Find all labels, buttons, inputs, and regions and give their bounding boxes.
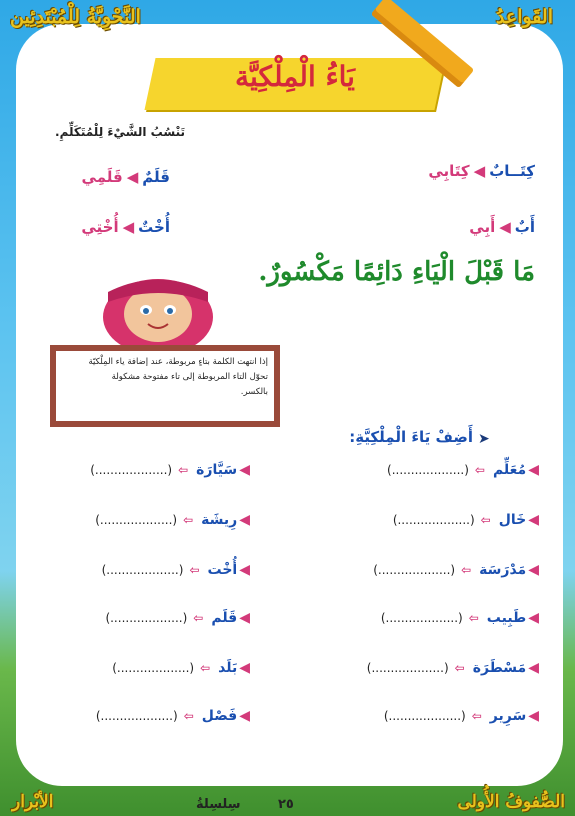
answer-blank[interactable]: (...................) — [112, 661, 195, 675]
arrow-icon: ◀ — [122, 218, 135, 236]
exercise-word: مَدْرَسَة — [479, 562, 527, 578]
exercise-word: خَال — [498, 512, 527, 528]
arrow-icon: ⇦ — [461, 563, 472, 577]
example-result: أُخْتِي — [81, 218, 119, 236]
answer-blank[interactable]: (...................) — [101, 563, 184, 577]
arrow-icon: ⇦ — [474, 463, 485, 477]
answer-blank[interactable]: (...................) — [90, 463, 173, 477]
bullet-icon: ◀ — [528, 562, 539, 578]
answer-blank[interactable]: (...................) — [392, 513, 475, 527]
bullet-icon: ◀ — [239, 562, 250, 578]
answer-blank[interactable]: (...................) — [105, 611, 188, 625]
cloud-scallop — [20, 730, 66, 776]
instruction-arrow-icon: ➤ — [478, 431, 490, 447]
header-left-title: النَّحْوِيَّةُ لِلْمُبْتَدِئِين — [10, 6, 141, 28]
exercise-word: مُعَلِّم — [492, 462, 527, 478]
answer-blank[interactable]: (...................) — [380, 611, 463, 625]
example-2 — [82, 168, 170, 186]
arrow-icon: ⇦ — [468, 611, 479, 625]
arrow-icon: ⇦ — [193, 611, 204, 625]
example-base: أَبٌ — [514, 218, 535, 236]
exercise-row — [384, 708, 539, 732]
example-base: أُخْتٌ — [138, 218, 170, 236]
exercise-word: طَبِيب — [486, 610, 527, 626]
arrow-icon: ⇦ — [200, 661, 211, 675]
note-box — [50, 345, 280, 427]
arrow-icon: ⇦ — [471, 709, 482, 723]
exercise-row — [367, 660, 539, 684]
example-3 — [469, 218, 535, 236]
bullet-icon: ◀ — [239, 512, 250, 528]
arrow-icon: ◀ — [499, 218, 511, 236]
arrow-icon: ⇦ — [183, 709, 194, 723]
bullet-icon: ◀ — [528, 512, 539, 528]
note-line: إذا انتهت الكلمة بتاءٍ مربوطة، عند إضافة ياء المِلْكيّة — [88, 357, 268, 367]
answer-blank[interactable]: (...................) — [373, 563, 456, 577]
bullet-icon: ◀ — [528, 708, 539, 724]
bullet-icon: ◀ — [239, 610, 250, 626]
bullet-icon: ◀ — [528, 462, 539, 478]
bullet-icon: ◀ — [528, 610, 539, 626]
exercise-row — [112, 660, 250, 684]
exercise-word: رِيشَة — [201, 512, 238, 528]
lesson-subtitle: تَنْسُبُ الشَّيْءَ لِلْمُتَكَلِّمِ. — [55, 125, 185, 139]
girl-illustration — [78, 272, 228, 352]
example-result: قَلَمِي — [81, 168, 123, 186]
exercise-word: سَيَّارَة — [196, 462, 238, 478]
example-base: كِتَــابٌ — [489, 162, 535, 180]
footer-grade-level: الصُّفوفُ الأُولى — [457, 792, 565, 812]
header-right-title: القَواعِدُ — [495, 6, 553, 28]
exercise-row — [96, 708, 250, 732]
footer-series: سِلسِلةُ — [196, 797, 241, 812]
answer-blank[interactable]: (...................) — [387, 463, 469, 477]
arrow-icon: ⇦ — [183, 513, 194, 527]
example-4 — [81, 218, 170, 236]
exercise-word: سَرِير — [489, 708, 527, 724]
cloud-scallop — [510, 40, 556, 86]
arrow-icon: ⇦ — [189, 563, 200, 577]
bullet-icon: ◀ — [239, 660, 250, 676]
arrow-icon: ⇦ — [454, 661, 465, 675]
bullet-icon: ◀ — [239, 462, 250, 478]
note-line: بالكسر. — [240, 387, 268, 397]
exercise-row — [105, 610, 250, 634]
arrow-icon: ◀ — [126, 168, 139, 186]
example-1 — [428, 162, 535, 180]
exercise-word: قَلَم — [211, 610, 238, 626]
exercise-row — [387, 462, 539, 486]
exercise-instruction: أَضِفْ يَاءَ الْمِلْكِيَّةِ: — [349, 428, 473, 446]
exercise-row — [102, 562, 250, 586]
exercise-word: أُخْت — [207, 562, 238, 578]
note-line: تحوّل التاء المربوطة إلى تاء مفتوحة مشكولة — [111, 372, 268, 382]
exercise-row — [373, 562, 539, 586]
cloud-scallop — [20, 40, 66, 86]
exercise-row — [393, 512, 539, 536]
cloud-scallop — [510, 730, 556, 776]
answer-blank[interactable]: (...................) — [383, 709, 466, 723]
example-base: قَلَمٌ — [142, 168, 170, 186]
exercise-row — [381, 610, 539, 634]
answer-blank[interactable]: (...................) — [95, 709, 178, 723]
exercise-row — [90, 462, 250, 486]
example-result: كِتَابِي — [428, 162, 470, 180]
exercise-word: بَلَد — [218, 660, 238, 676]
footer-brand: الأبْرار — [12, 792, 54, 812]
answer-blank[interactable]: (...................) — [95, 513, 178, 527]
exercise-word: مَسْطَرَة — [472, 660, 527, 676]
example-result: أَبِي — [469, 218, 496, 236]
arrow-icon: ◀ — [473, 162, 486, 180]
exercise-word: فَصْل — [201, 708, 238, 724]
page-number: ٢٥ — [278, 797, 294, 812]
arrow-icon: ⇦ — [178, 463, 189, 477]
grammar-rule: مَا قَبْلَ الْيَاءِ دَائِمًا مَكْسُورٌ. — [258, 257, 535, 287]
answer-blank[interactable]: (...................) — [366, 661, 449, 675]
bullet-icon: ◀ — [528, 660, 539, 676]
exercise-row — [95, 512, 250, 536]
lesson-title: يَاءُ الْمِلْكِيَّة — [235, 60, 355, 93]
arrow-icon: ⇦ — [480, 513, 491, 527]
bullet-icon: ◀ — [239, 708, 250, 724]
